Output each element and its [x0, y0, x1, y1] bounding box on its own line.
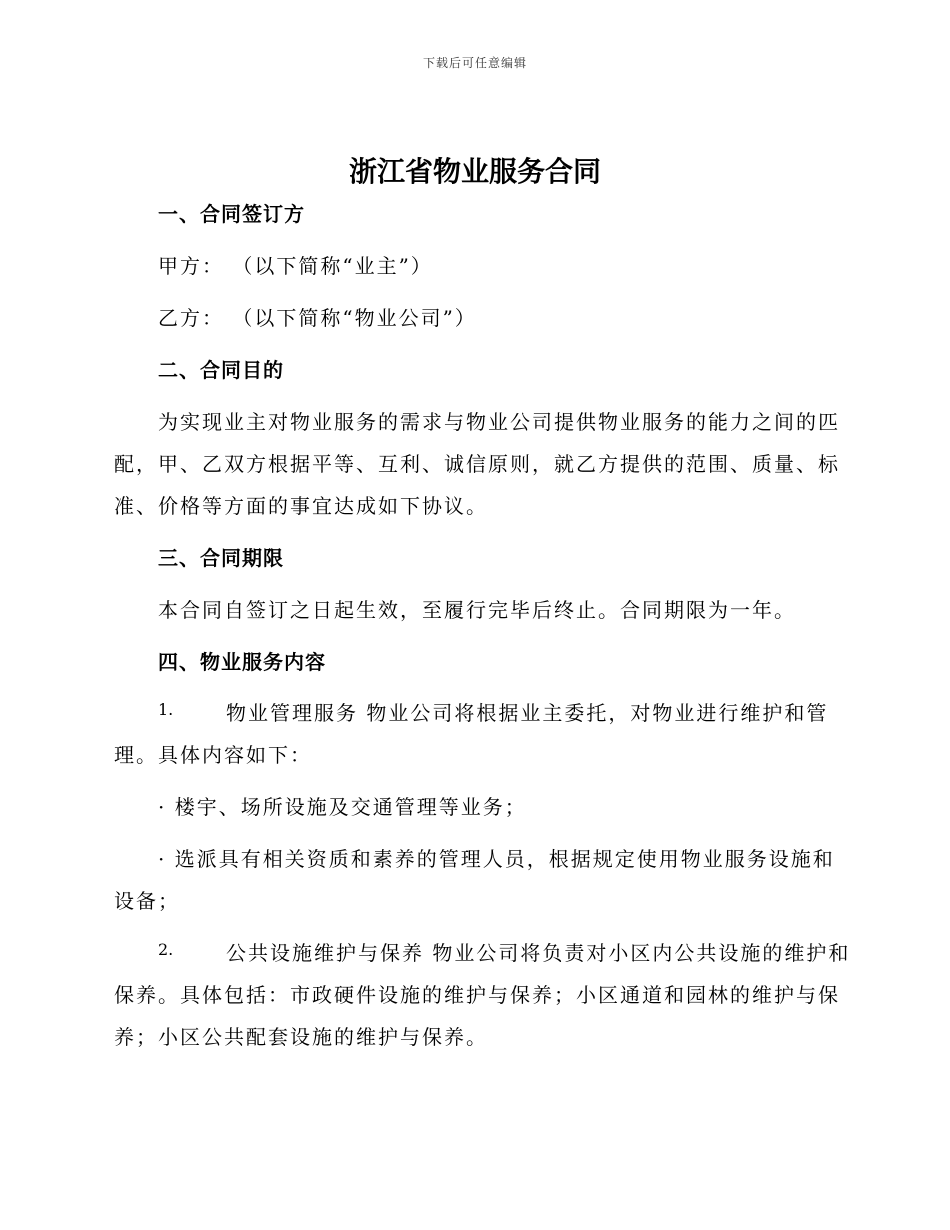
item-text-line: 养；小区公共配套设施的维护与保养。: [114, 1025, 488, 1049]
section-heading-term: 三、合同期限: [158, 546, 284, 570]
purpose-paragraph-line: 为实现业主对物业服务的需求与物业公司提供物业服务的能力之间的匹: [158, 410, 840, 434]
item-text-line: 理。具体内容如下：: [114, 743, 312, 767]
item-text-line: 公共设施维护与保养 物业公司将负责对小区内公共设施的维护和: [226, 941, 851, 965]
purpose-paragraph-line: 准、价格等方面的事宜达成如下协议。: [114, 494, 488, 518]
header-note: 下载后可任意编辑: [422, 56, 527, 70]
item-text-line: 物业管理服务 物业公司将根据业主委托，对物业进行维护和管: [226, 701, 829, 725]
bullet-item: · 楼宇、场所设施及交通管理等业务；: [158, 795, 527, 819]
bullet-item-continuation: 设备；: [114, 889, 180, 913]
document-title: 浙江省物业服务合同: [348, 155, 601, 188]
item-number: 1.: [158, 700, 174, 719]
section-heading-purpose: 二、合同目的: [158, 358, 284, 382]
item-number: 2.: [158, 940, 174, 959]
item-text-line: 保养。具体包括：市政硬件设施的维护与保养；小区通道和园林的维护与保: [114, 983, 840, 1007]
bullet-item: · 选派具有相关资质和素养的管理人员，根据规定使用物业服务设施和: [158, 847, 835, 871]
term-paragraph-line: 本合同自签订之日起生效，至履行完毕后终止。合同期限为一年。: [158, 598, 796, 622]
party-a-line: 甲方： （以下简称“业主”）: [158, 254, 433, 278]
section-heading-parties: 一、合同签订方: [158, 202, 305, 226]
party-b-line: 乙方： （以下简称“物业公司”）: [158, 306, 477, 330]
purpose-paragraph-line: 配，甲、乙双方根据平等、互利、诚信原则，就乙方提供的范围、质量、标: [114, 452, 840, 476]
section-heading-services: 四、物业服务内容: [158, 650, 326, 674]
